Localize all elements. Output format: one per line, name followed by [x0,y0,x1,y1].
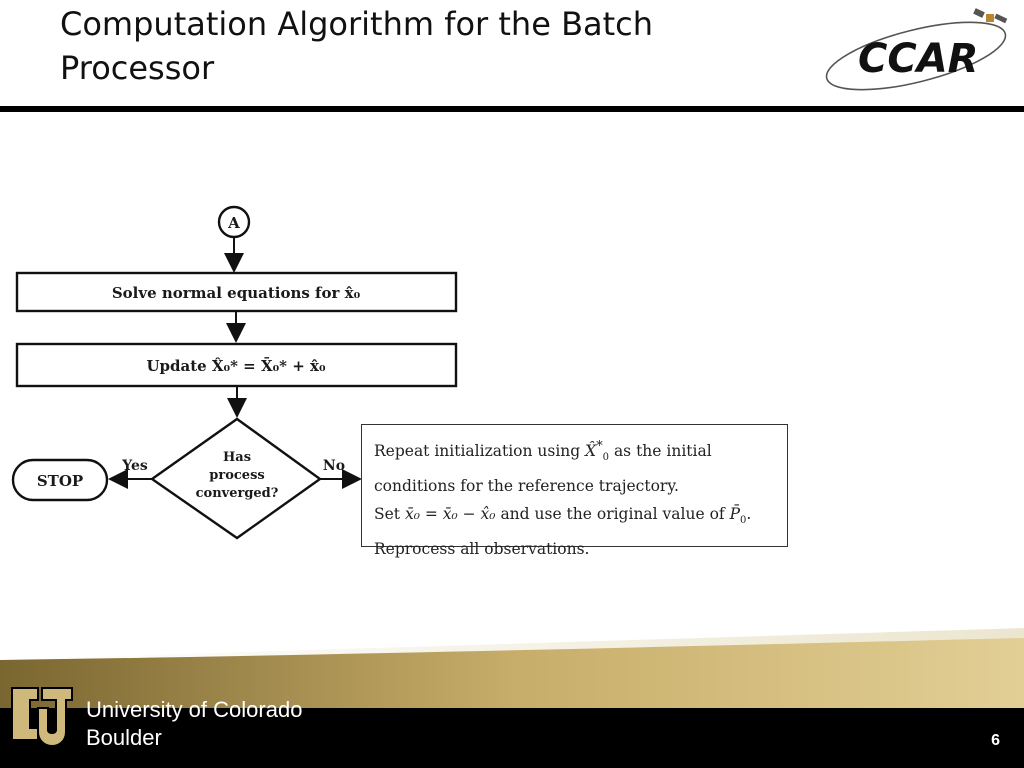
decision-line1: Has [222,450,252,465]
stop-label: STOP [36,472,84,490]
slide-title [60,2,780,90]
university-name-line2: Boulder [86,725,162,750]
no-label: No [322,458,346,474]
p-bar-symbol: $P̄_0$ [729,505,747,527]
slide-title-line2: Processor [60,49,215,87]
decision-line2: process [209,468,265,483]
university-name-line1: University of Colorado [86,697,303,722]
note-line3: Set x̄₀ = x̄₀ − x̂₀ and use the original value of $P̄_0$. [374,505,752,527]
cu-logo [8,682,76,750]
note-line4: Reprocess all observations. [374,540,590,559]
note-line1: Repeat initialization using $X̂^*_0$ as the initial [374,439,712,464]
title-divider [0,106,1024,112]
connector-a-label: A [228,214,240,232]
reinitialize-note-box [361,424,788,559]
note-line2: conditions for the reference trajectory. [374,477,679,496]
page-number: 6 [991,732,1000,749]
step-solve-normal-equations-label: Solve normal equations for x̂₀ [111,284,361,302]
step-update-state-label: Update X̂₀* = X̄₀* + x̂₀ [146,357,326,375]
university-name [86,696,302,752]
decision-line3: converged? [195,486,279,501]
satellite-icon [973,8,1007,23]
x-hat-star-symbol: $X̂^*_0$ [585,439,610,464]
ccar-logo [824,4,1014,100]
ccar-logo-text: CCAR [858,36,979,82]
set-equation: x̄₀ = x̄₀ − x̂₀ [404,505,496,524]
slide-title-line1: Computation Algorithm for the Batch [60,5,654,43]
yes-label: Yes [122,458,148,474]
